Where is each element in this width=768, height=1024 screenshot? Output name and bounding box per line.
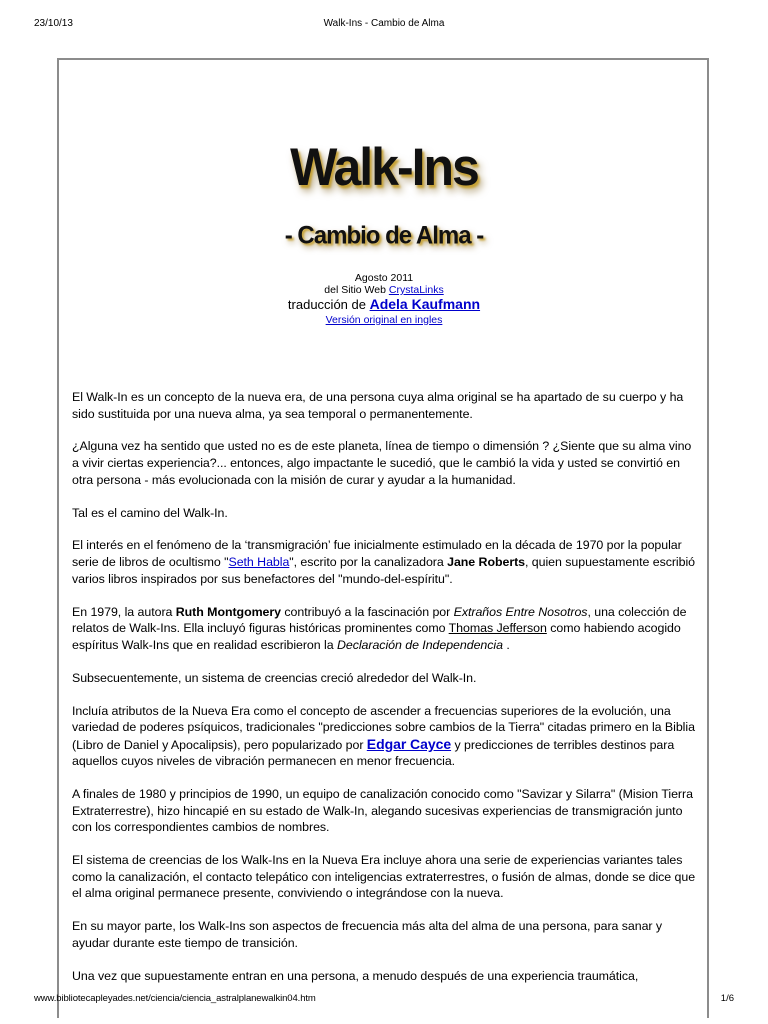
article-date: Agosto 2011 (354, 272, 414, 284)
logo-title: Walk-Ins (290, 137, 478, 197)
article-body (72, 389, 697, 1001)
print-page-number: 1/6 (720, 993, 734, 1004)
paragraph-11: Una vez que supuestamente entran en una persona, a menudo después de una experiencia traumática, (72, 968, 639, 983)
paragraph-7 (72, 703, 697, 770)
print-url: www.bibliotecapleyades.net/ciencia/ciencia_astralplanewalkin04.htm (34, 993, 316, 1004)
p4-text-a: El interés en el fenómeno de la ‘transmigración’ fue inicialmente estimulado en la década de 1970 por la popular serie de libros de ocultismo " (72, 538, 682, 570)
translator-link[interactable]: Adela Kaufmann (369, 296, 481, 312)
crystalinks-link[interactable]: CrystaLinks (388, 284, 444, 296)
thomas-jefferson: Thomas Jefferson (448, 621, 547, 636)
print-footer (0, 993, 768, 1007)
seth-habla-link[interactable]: Seth Habla (228, 555, 290, 570)
paragraph-10: En su mayor parte, los Walk-Ins son aspectos de frecuencia más alta del alma de una persona, para sanar y ayudar durante este tiempo de transición. (72, 919, 663, 950)
paragraph-6: Subsecuentemente, un sistema de creencias creció alrededor del Walk-In. (72, 670, 477, 685)
translation-prefix: traducción de (287, 297, 370, 312)
p5-text-e: . (502, 637, 510, 652)
declaration-title: Declaración de Independencia (336, 637, 503, 652)
paragraph-2: ¿Alguna vez ha sentido que usted no es de este planeta, línea de tiempo o dimensión ? ¿Siente que su alma vino a vivir ciertas experiencia?... entonces, algo impactante le sucedió, que le cambió la vida y usted se convirtió en otra persona - más evolucionada con la misión de curar y ayudar a la humanidad. (72, 439, 692, 487)
book-title: Extraños Entre Nosotros (453, 604, 588, 619)
edgar-cayce-link[interactable]: Edgar Cayce (366, 735, 452, 752)
p7-text-b: y predicciones de terribles destinos para aquellos cuyos niveles de vibración permanecen en menor frecuencia. (72, 737, 675, 769)
logo-subtitle: - Cambio de Alma - (284, 221, 484, 250)
p5-text-b: contribuyó a la fascinación por (281, 604, 454, 619)
paragraph-3: Tal es el camino del Walk-In. (72, 505, 228, 520)
article-original (0, 314, 768, 326)
source-prefix: del Sitio Web (324, 284, 389, 296)
p5-text-a: En 1979, la autora (72, 604, 176, 619)
paragraph-9: El sistema de creencias de los Walk-Ins en la Nueva Era incluye ahora una serie de experiencias variantes tales como la canalización, el contacto telepático con inteligencias extraterrestres, o fusión de almas, donde se dice que el alma original permanece presente, conviviendo o integrándose con la nueva. (72, 853, 696, 901)
p5-text-d: como habiendo acogido espíritus Walk-Ins que en realidad escribieron la (72, 621, 681, 652)
paragraph-8: A finales de 1980 y principios de 1990, un equipo de canalización conocido como "Savizar y Silarra" (Mision Tierra Extraterrestre), hizo hincapié en su estado de Walk-In, alegando sucesivas experiencias de transmigración junto con los correspondientes cambios de nombres. (72, 787, 693, 835)
article-source (0, 284, 768, 296)
original-version-link[interactable]: Versión original en ingles (325, 314, 443, 326)
p4-text-b: ", escrito por la canalizadora (289, 555, 448, 570)
paragraph-5 (72, 604, 697, 654)
p5-text-c: , una colección de relatos de Walk-Ins. Ella incluyó figuras históricas prominentes como (72, 604, 687, 636)
ruth-montgomery: Ruth Montgomery (175, 604, 282, 619)
print-date: 23/10/13 (34, 18, 73, 29)
article-translation (0, 296, 768, 312)
p7-text-a: Incluía atributos de la Nueva Era como el concepto de ascender a frecuencias superiores de la evolución, una variedad de poderes psíquicos, tradicionales "predicciones sobre cambios de la Tierra" citadas primero en la Biblia (Libro de Daniel y Apocalipsis), pero popularizado por (72, 703, 695, 752)
p4-text-c: , quien supuestamente escribió varios libros inspirados por sus benefactores del "mundo-del-espíritu". (72, 555, 696, 586)
print-header (0, 18, 768, 32)
print-title: Walk-Ins - Cambio de Alma (323, 18, 445, 29)
paragraph-4 (72, 537, 697, 587)
paragraph-1: El Walk-In es un concepto de la nueva era, de una persona cuya alma original se ha apartado de su cuerpo y ha sido sustituida por una nueva alma, ya sea temporal o permanentemente. (72, 390, 684, 421)
jane-roberts: Jane Roberts (447, 555, 526, 570)
